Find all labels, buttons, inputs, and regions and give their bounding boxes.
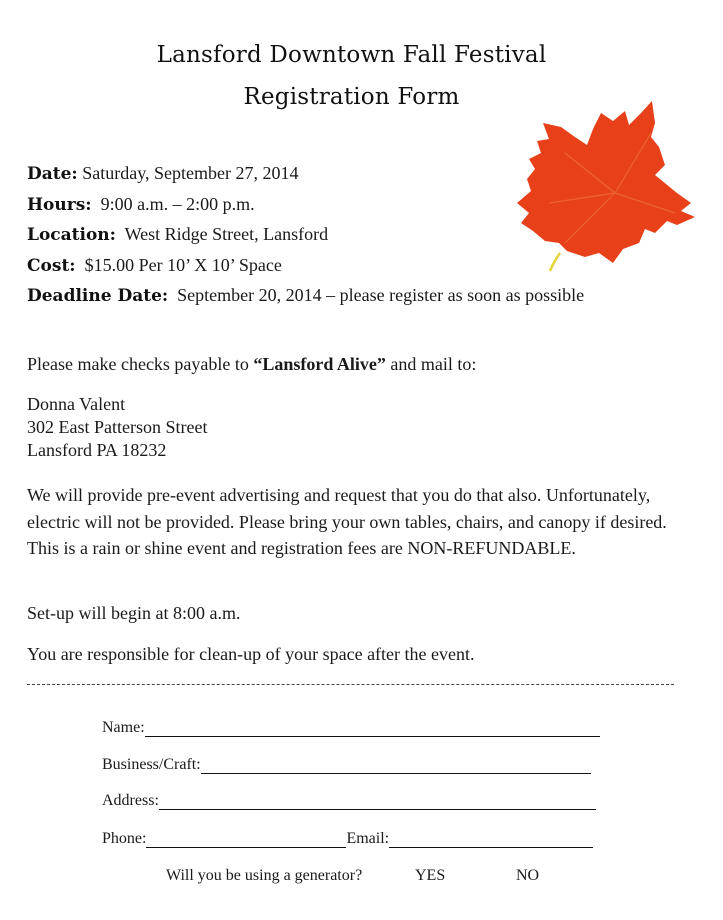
cut-line-divider (27, 684, 674, 685)
name-field[interactable] (145, 720, 600, 737)
date-label: Date: (27, 164, 78, 184)
cost-label: Cost: (27, 256, 76, 276)
event-date (27, 163, 299, 184)
name-row (102, 719, 600, 737)
address-field[interactable] (159, 793, 596, 810)
generator-yes-option[interactable]: YES (415, 867, 446, 884)
deadline-label: Deadline Date: (27, 286, 169, 306)
phone-label: Phone: (102, 830, 147, 847)
cleanup-note: You are responsible for clean-up of your space after the event. (27, 644, 475, 664)
event-deadline (27, 285, 584, 306)
business-field[interactable] (201, 757, 591, 774)
address-label: Address: (102, 792, 159, 809)
date-value: Saturday, September 27, 2014 (77, 163, 299, 183)
location-value: West Ridge Street, Lansford (115, 224, 329, 244)
contact-row (102, 830, 593, 848)
deadline-value: September 20, 2014 – please register as soon as possible (168, 285, 585, 305)
address-street: 302 East Patterson Street (27, 417, 208, 437)
hours-label: Hours: (27, 195, 92, 215)
payment-instructions (27, 351, 476, 377)
setup-note: Set-up will begin at 8:00 a.m. (27, 603, 241, 623)
address-row (102, 792, 596, 810)
business-row (102, 756, 591, 774)
maple-leaf-icon (505, 93, 700, 273)
payment-prefix: Please make checks payable to (27, 354, 254, 374)
payment-suffix: and mail to: (385, 354, 477, 374)
generator-no-option[interactable]: NO (516, 867, 540, 884)
payee-name: “Lansford Alive” (253, 354, 386, 374)
phone-field[interactable] (146, 831, 346, 848)
cost-value: $15.00 Per 10’ X 10’ Space (75, 255, 282, 275)
event-location (27, 224, 328, 245)
mailing-address (27, 393, 207, 462)
generator-question: Will you be using a generator? (166, 867, 363, 884)
event-cost (27, 255, 282, 276)
event-hours (27, 194, 255, 215)
business-label: Business/Craft: (102, 756, 201, 773)
address-city: Lansford PA 18232 (27, 440, 167, 460)
email-field[interactable] (389, 831, 593, 848)
festival-title: Lansford Downtown Fall Festival (156, 42, 547, 68)
location-label: Location: (27, 225, 116, 245)
address-name: Donna Valent (27, 394, 126, 414)
event-notes: We will provide pre-event advertising and request that you do that also. Unfortunately, electric will not be provided. Please bring your own tables, chairs, and canopy if desired. This is a rain or shine event and registration fees are NON-REFUNDABLE. (27, 485, 667, 558)
hours-value: 9:00 a.m. – 2:00 p.m. (91, 194, 255, 214)
email-label: Email: (346, 830, 390, 847)
name-label: Name: (102, 719, 145, 736)
form-title: Registration Form (243, 84, 460, 110)
